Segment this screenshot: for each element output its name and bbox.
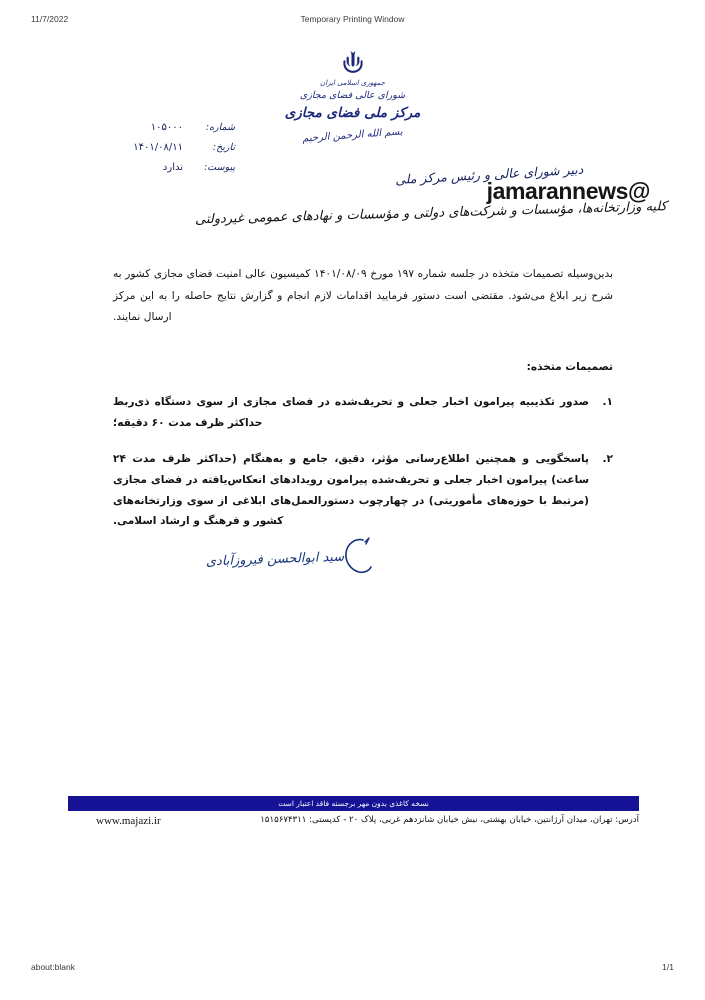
footer-address: آدرس: تهران، میدان آرژانتین، خیابان بهشتی، نبش خیابان شانزدهم غربی، پلاک ۲۰ - کدپستی: ۱۵۱۵۶۷۴۳۱۱: [260, 815, 639, 825]
basmala-text: بسم الله الرحمن الرحیم: [301, 126, 404, 144]
reference-row-date: [75, 142, 235, 162]
footer-website[interactable]: www.majazi.ir: [96, 815, 161, 827]
handwritten-recipient-note: دبیر شورای عالی و رئیس مرکز ملی: [394, 161, 584, 188]
print-preview-footer: [0, 962, 705, 976]
addressee-line: کلیه وزارتخانه‌ها، مؤسسات و شرکت‌های دولتی و مؤسسات و نهادهای عمومی غیردولتی: [194, 199, 668, 228]
reference-number-label: شماره:: [205, 122, 235, 133]
print-header-date: 11/7/2022: [31, 14, 69, 24]
signature-name: سید ابوالحسن فیروزآبادی: [205, 549, 345, 570]
decisions-list: [113, 392, 613, 548]
reference-date-value: ۱۴۰۱/۰۸/۱۱: [133, 142, 183, 153]
decision-number: ۲.: [602, 453, 613, 466]
decisions-heading: تصمیمات متخذه:: [526, 361, 613, 373]
print-footer-url: about:blank: [31, 962, 75, 972]
reference-attachment-value: ندارد: [162, 162, 183, 173]
decision-text: پاسخگویی و همچنین اطلاع‌رسانی مؤثر، دقیق، جامع و به‌هنگام (حداکثر ظرف مدت ۲۴ ساعت) پیرامون اخبار جعلی و تحریف‌شده پیرامون رویدادهای انعکاس‌یافته در فضای مجازی (مرتبط با حوزه‌های مأموریتی) در چهارچوب دستورالعمل‌های ابلاغی از سوی وزارتخانه‌های کشور و فرهنگ و ارشاد اسلامی.: [113, 453, 589, 528]
iran-emblem-icon: [336, 48, 370, 78]
print-footer-page-indicator: 1/1: [662, 962, 674, 972]
letterhead-country: جمهوری اسلامی ایران: [320, 79, 385, 87]
reference-block: [75, 122, 235, 182]
decision-item: [113, 449, 613, 532]
document-sheet: [0, 36, 705, 946]
decision-number: ۱.: [602, 396, 613, 408]
watermark-jamarannews: @jamarannews: [486, 178, 650, 204]
reference-number-value: ۱۰۵۰۰۰: [150, 122, 183, 133]
body-paragraph: بدین‌وسیله تصمیمات متخذه در جلسه شماره ۱۹۷ مورخ ۱۴۰۱/۰۸/۰۹ کمیسیون عالی امنیت فضای مجازی کشور به شرح زیر ابلاغ می‌شود. مقتضی است دستور فرمایید اقدامات لازم انجام و گزارش نتایج حاصله را به این مرکز ارسال نمایند.: [113, 268, 613, 324]
print-header-title: Temporary Printing Window: [300, 14, 405, 24]
reference-row-attachment: [75, 162, 235, 182]
footer-contact-info: [68, 815, 639, 833]
letterhead-council: شورای عالی فضای مجازی: [299, 89, 406, 101]
reference-date-label: تاریخ:: [212, 142, 235, 153]
print-preview-header: [0, 14, 705, 28]
decision-item: [113, 392, 613, 433]
reference-row-number: [75, 122, 235, 142]
footer-validity-banner: نسخه کاغذی بدون مهر برجسته فاقد اعتبار است: [68, 796, 639, 811]
letterhead-center-name: مرکز ملی فضای مجازی: [284, 104, 421, 121]
reference-attachment-label: پیوست:: [204, 162, 235, 173]
decision-text: صدور تکذیبیه پیرامون اخبار جعلی و تحریف‌شده در فضای مجازی از سوی دستگاه ذی‌ربط حداکثر ظرف مدت ۶۰ دقیقه؛: [113, 396, 589, 429]
